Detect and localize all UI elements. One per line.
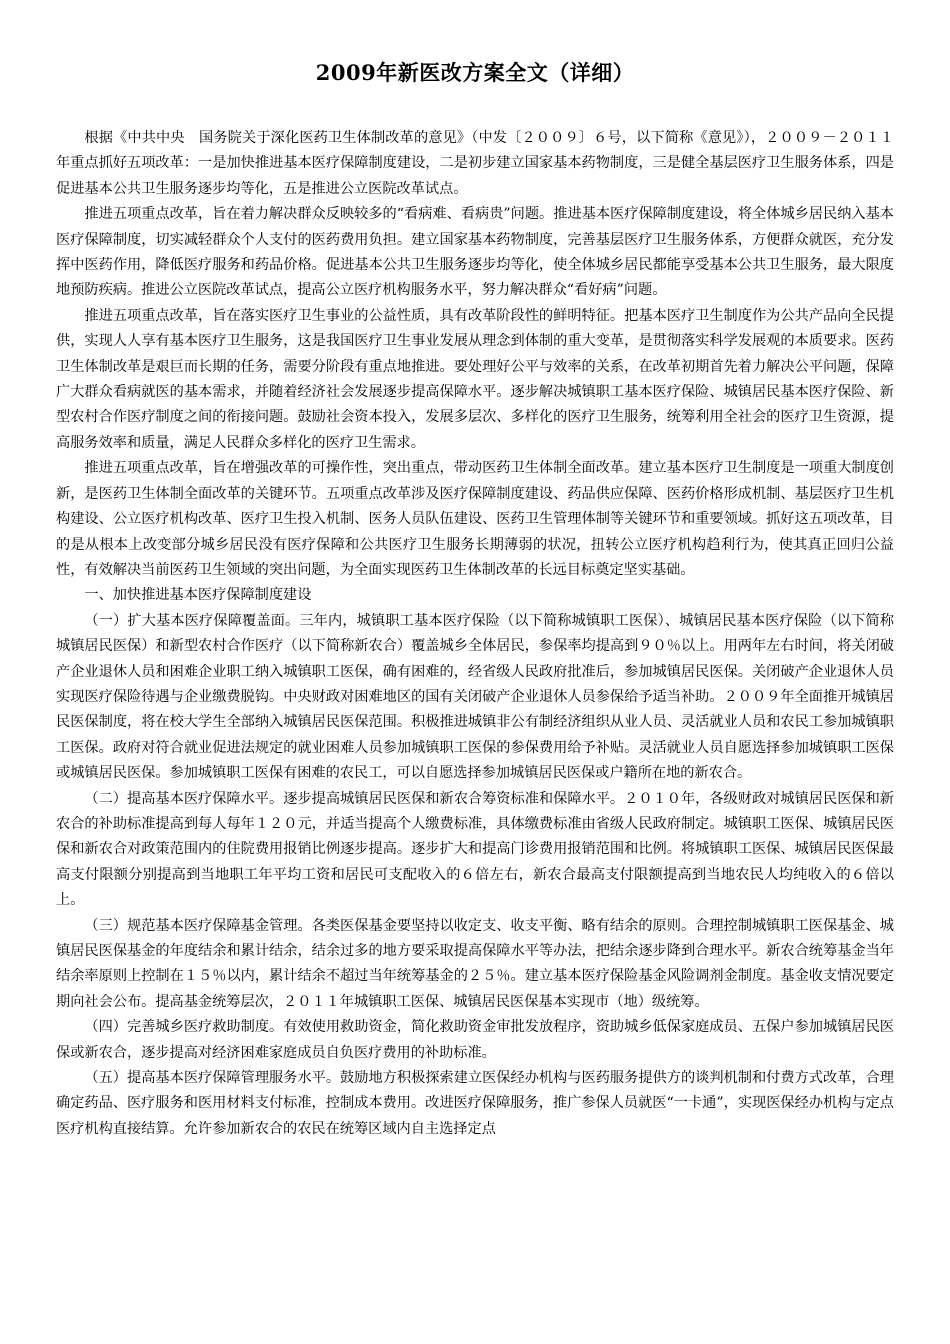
section1-item-2: （二）提高基本医疗保障水平。逐步提高城镇居民医保和新农合筹资标准和保障水平。２０１０年，各级财政对城镇居民医保和新农合的补助标准提高到每人每年１２０元，并适当提高个人缴费标准，具体缴费标准由省级人民政府制定。城镇职工医保、城镇居民医保和新农合对政策范围内的住院费用报销比例逐步提高。逐步扩大和提高门诊费用报销范围和比例。将城镇职工医保、城镇居民医保最高支付限额分别提高到当地职工年平均工资和居民可支配收入的６倍左右，新农合最高支付限额提高到当地农民人均纯收入的６倍以上。 — [56, 790, 894, 909]
body-paragraph-4: 推进五项重点改革，旨在增强改革的可操作性，突出重点，带动医药卫生体制全面改革。建立基本医疗卫生制度是一项重大制度创新，是医药卫生体制全面改革的关键环节。五项重点改革涉及医疗保障制度建设、药品供应保障、医药价格形成机制、基层医疗卫生机构建设、公立医疗机构改革、医疗卫生投入机制、医务人员队伍建设、医药卫生管理体制等关键环节和重要领域。抓好这五项改革，目的是从根本上改变部分城乡居民没有医疗保障和公共医疗卫生服务长期薄弱的状况，扭转公立医疗机构趋利行为，使其真正回归公益性，有效解决当前医药卫生领域的突出问题，为全面实现医药卫生体制改革的长远目标奠定坚实基础。 — [56, 460, 894, 578]
section1-item-3: （三）规范基本医疗保障基金管理。各类医保基金要坚持以收定支、收支平衡、略有结余的原则。合理控制城镇职工医保基金、城镇居民医保基金的年度结余和累计结余，结余过多的地方要采取提高保障水平等办法，把结余逐步降到合理水平。新农合统筹基金当年结余率原则上控制在１５％以内，累计结余不超过当年统筹基金的２５％。建立基本医疗保险基金风险调剂金制度。基金收支情况要定期向社会公布。提高基金统筹层次，２０１１年城镇职工医保、城镇居民医保基本实现市（地）级统筹。 — [56, 917, 894, 1010]
body-paragraph-2: 推进五项重点改革，旨在着力解决群众反映较多的“看病难、看病贵”问题。推进基本医疗保障制度建设，将全体城乡居民纳入基本医疗保障制度，切实减轻群众个人支付的医药费用负担。建立国家基本药物制度，完善基层医疗卫生服务体系，方便群众就医，充分发挥中医药作用，降低医疗服务和药品价格。促进基本公共卫生服务逐步均等化，使全体城乡居民都能享受基本公共卫生服务，最大限度地预防疾病。推进公立医院改革试点，提高公立医疗机构服务水平，努力解决群众“看好病”问题。 — [56, 206, 894, 299]
body-paragraph-1: 根据《中共中央 国务院关于深化医药卫生体制改革的意见》（中发〔２００９〕６号，以下简称《意见》），２００９－２０１１年重点抓好五项改革：一是加快推进基本医疗保障制度建设，二是初步建立国家基本药物制度，三是健全基层医疗卫生服务体系，四是促进基本公共卫生服务逐步均等化，五是推进公立医院改革试点。 — [56, 130, 894, 197]
document-title: 2009年新医改方案全文（详细） — [315, 60, 635, 85]
section1-item-4: （四）完善城乡医疗救助制度。有效使用救助资金，简化救助资金审批发放程序，资助城乡低保家庭成员、五保户参加城镇居民医保或新农合，逐步提高对经济困难家庭成员自负医疗费用的补助标准。 — [56, 1019, 894, 1061]
body-paragraph-3: 推进五项重点改革，旨在落实医疗卫生事业的公益性质，具有改革阶段性的鲜明特征。把基本医疗卫生制度作为公共产品向全民提供，实现人人享有基本医疗卫生服务，这是我国医疗卫生事业发展从理念到体制的重大变革，是贯彻落实科学发展观的本质要求。医药卫生体制改革是艰巨而长期的任务，需要分阶段有重点地推进。要处理好公平与效率的关系，在改革初期首先着力解决公平问题，保障广大群众看病就医的基本需求，并随着经济社会发展逐步提高保障水平。逐步解决城镇职工基本医疗保险、城镇居民基本医疗保险、新型农村合作医疗制度之间的衔接问题。鼓励社会资本投入，发展多层次、多样化的医疗卫生服务，统筹利用全社会的医疗卫生资源，提高服务效率和质量，满足人民群众多样化的医疗卫生需求。 — [56, 307, 894, 451]
document-page — [56, 58, 894, 1142]
section-heading-1: 一、加快推进基本医疗保障制度建设 — [84, 587, 312, 604]
section1-item-5: （五）提高基本医疗保障管理服务水平。鼓励地方积极探索建立医保经办机构与医药服务提供方的谈判机制和付费方式改革，合理确定药品、医疗服务和医用材料支付标准，控制成本费用。改进医疗保障服务，推广参保人员就医“一卡通”，实现医保经办机构与定点医疗机构直接结算。允许参加新农合的农民在统筹区域内自主选择定点 — [56, 1070, 894, 1137]
section1-item-1: （一）扩大基本医疗保障覆盖面。三年内，城镇职工基本医疗保险（以下简称城镇职工医保）、城镇居民基本医疗保险（以下简称城镇居民医保）和新型农村合作医疗（以下简称新农合）覆盖城乡全体居民，参保率均提高到９０％以上。用两年左右时间，将关闭破产企业退休人员和困难企业职工纳入城镇职工医保，确有困难的，经省级人民政府批准后，参加城镇居民医保。关闭破产企业退休人员实现医疗保险待遇与企业缴费脱钩。中央财政对困难地区的国有关闭破产企业退休人员参保给予适当补助。２００９年全面推开城镇居民医保制度，将在校大学生全部纳入城镇居民医保范围。积极推进城镇非公有制经济组织从业人员、灵活就业人员和农民工参加城镇职工医保。政府对符合就业促进法规定的就业困难人员参加城镇职工医保的参保费用给予补贴。灵活就业人员自愿选择参加城镇职工医保或城镇居民医保。参加城镇职工医保有困难的农民工，可以自愿选择参加城镇居民医保或户籍所在地的新农合。 — [56, 612, 894, 782]
